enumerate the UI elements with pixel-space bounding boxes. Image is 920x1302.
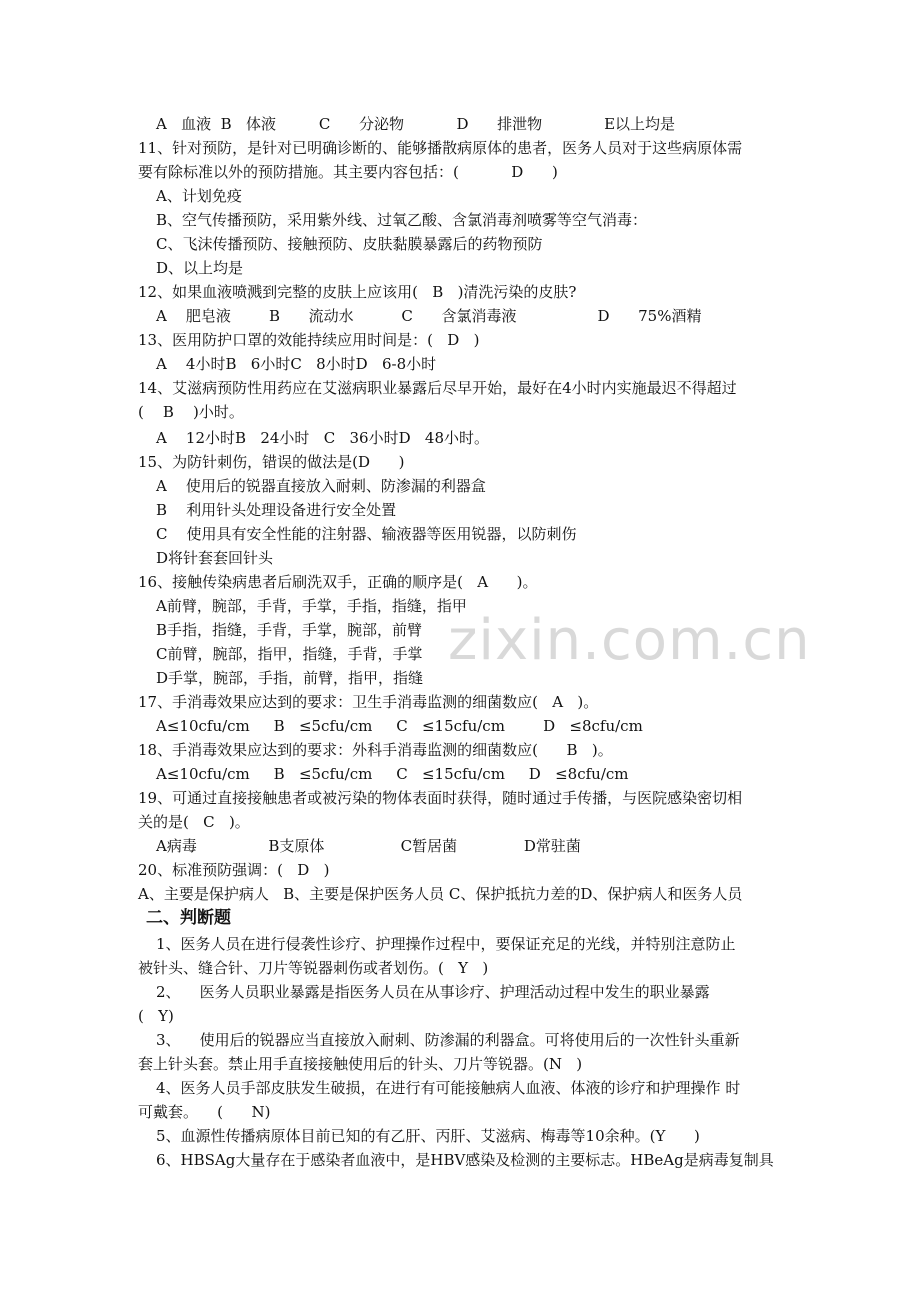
- q14-stem: 14、艾滋病预防性用药应在艾滋病职业暴露后尽早开始，最好在4小时内实施最迟不得超过: [138, 379, 737, 397]
- q15-option-d: D将针套套回针头: [156, 549, 274, 567]
- q20-stem: 20、标准预防强调：( D ): [138, 861, 330, 879]
- tf-item-6: 6、HBSAg大量存在于感染者血液中，是HBV感染及检测的主要标志。HBeAg是病毒复制具: [156, 1151, 774, 1169]
- q14-options: A 12小时B 24小时 C 36小时D 48小时。: [156, 429, 489, 447]
- q18-options: A≤10cfu/cm B ≤5cfu/cm C ≤15cfu/cm D ≤8cfu/cm: [156, 765, 629, 783]
- tf-item-1: 1、医务人员在进行侵袭性诊疗、护理操作过程中，要保证充足的光线，并特别注意防止: [156, 935, 736, 953]
- q13-options: A 4小时B 6小时C 8小时D 6-8小时: [156, 355, 437, 373]
- q19-stem: 19、可通过直接接触患者或被污染的物体表面时获得，随时通过手传播，与医院感染密切相: [138, 789, 743, 807]
- tf-item-3: 3、 使用后的锐器应当直接放入耐刺、防渗漏的利器盒。可将使用后的一次性针头重新: [156, 1031, 740, 1049]
- q16-option-c: C前臂，腕部，指甲，指缝，手背，手掌: [156, 645, 423, 663]
- q15-option-c: C 使用具有安全性能的注射器、输液器等医用锐器，以防刺伤: [156, 525, 577, 543]
- q20-options: A、主要是保护病人 B、主要是保护医务人员 C、保护抵抗力差的D、保护病人和医务人员: [138, 885, 743, 903]
- watermark: zixin.com.cn: [448, 608, 811, 673]
- q11-stem: 11、针对预防，是针对已明确诊断的、能够播散病原体的患者，医务人员对于这些病原体需: [138, 139, 743, 157]
- tf-item-5: 5、血源性传播病原体目前已知的有乙肝、丙肝、艾滋病、梅毒等10余种。(Y ): [156, 1127, 700, 1145]
- q15-option-a: A 使用后的锐器直接放入耐刺、防渗漏的利器盒: [156, 477, 486, 495]
- tf-item-1-cont: 被针头、缝合针、刀片等锐器刺伤或者划伤。( Y ): [138, 959, 489, 977]
- q12-stem: 12、如果血液喷溅到完整的皮肤上应该用( B )清洗污染的皮肤?: [138, 283, 577, 301]
- q19-stem-cont: 关的是( C )。: [138, 813, 250, 831]
- q11-option-a: A、计划免疫: [156, 187, 242, 205]
- tf-item-4: 4、医务人员手部皮肤发生破损，在进行有可能接触病人血液、体液的诊疗和护理操作 时: [156, 1079, 741, 1097]
- section-heading-true-false: 二、判断题: [146, 908, 231, 928]
- q11-option-b: B、空气传播预防，采用紫外线、过氧乙酸、含氯消毒剂喷雾等空气消毒：: [156, 211, 648, 229]
- q12-options: A 肥皂液 B 流动水 C 含氯消毒液 D 75%酒精: [156, 307, 702, 325]
- q17-stem: 17、手消毒效果应达到的要求：卫生手消毒监测的细菌数应( A )。: [138, 693, 599, 711]
- q13-stem: 13、医用防护口罩的效能持续应用时间是：( D ): [138, 331, 480, 349]
- q15-option-b: B 利用针头处理设备进行安全处置: [156, 501, 397, 519]
- q15-stem: 15、为防针刺伤，错误的做法是(D ): [138, 453, 405, 471]
- q14-stem-cont: ( B )小时。: [138, 403, 244, 421]
- q11-option-d: D、以上均是: [156, 259, 244, 277]
- tf-item-4-cont: 可戴套。 ( N): [138, 1103, 271, 1121]
- q11-option-c: C、飞沫传播预防、接触预防、皮肤黏膜暴露后的药物预防: [156, 235, 543, 253]
- q11-stem-cont: 要有除标准以外的预防措施。其主要内容包括：( D ): [138, 163, 558, 181]
- q16-option-d: D手掌，腕部，手指，前臂，指甲，指缝: [156, 669, 424, 687]
- q16-option-a: A前臂，腕部，手背，手掌，手指，指缝，指甲: [156, 597, 467, 615]
- q10-options: A 血液 B 体液 C 分泌物 D 排泄物 E以上均是: [156, 115, 676, 133]
- tf-item-2-cont: ( Y): [138, 1007, 174, 1025]
- q18-stem: 18、手消毒效果应达到的要求：外科手消毒监测的细菌数应( B )。: [138, 741, 613, 759]
- q19-options: A病毒 B支原体 C暂居菌 D常驻菌: [156, 837, 581, 855]
- q17-options: A≤10cfu/cm B ≤5cfu/cm C ≤15cfu/cm D ≤8cfu/cm: [156, 717, 643, 735]
- q16-stem: 16、接触传染病患者后刷洗双手，正确的顺序是( A )。: [138, 573, 538, 591]
- q16-option-b: B手指，指缝，手背，手掌，腕部，前臂: [156, 621, 423, 639]
- tf-item-2: 2、 医务人员职业暴露是指医务人员在从事诊疗、护理活动过程中发生的职业暴露: [156, 983, 710, 1001]
- tf-item-3-cont: 套上针头套。禁止用手直接接触使用后的针头、刀片等锐器。(N ): [138, 1055, 583, 1073]
